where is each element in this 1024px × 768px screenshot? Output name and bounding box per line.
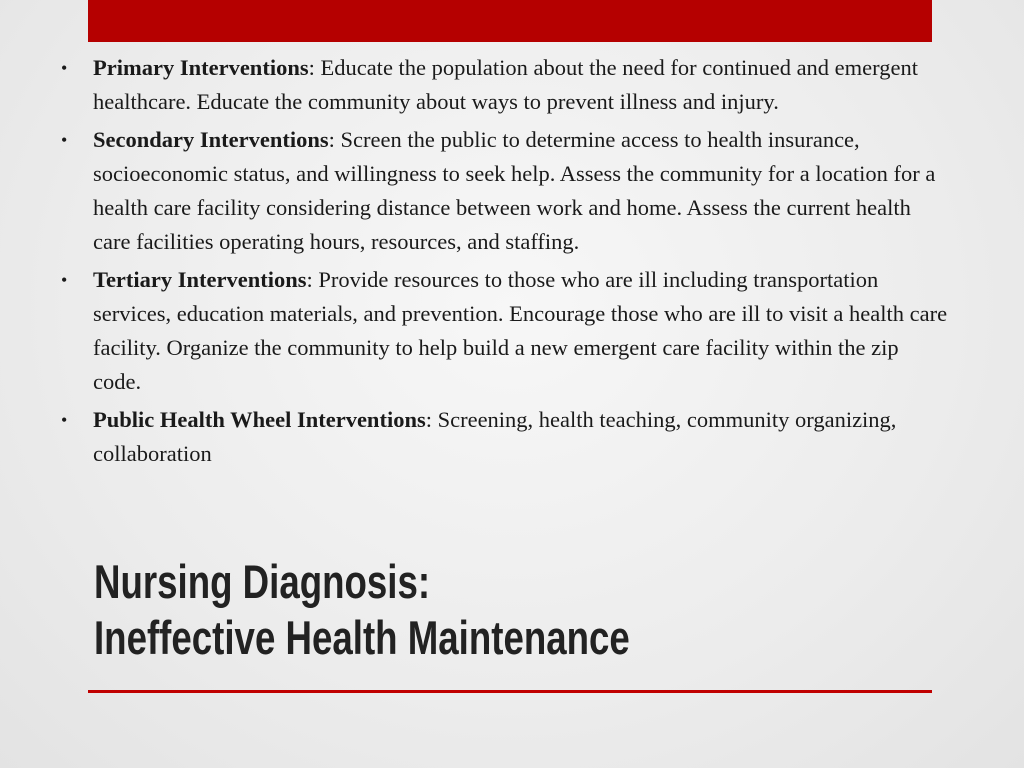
bullet-term: Public Health Wheel Interventions <box>93 407 426 432</box>
slide-title-line-1: Nursing Diagnosis: <box>94 555 431 608</box>
bullet-tertiary-interventions <box>60 263 950 399</box>
bullet-text: : Screen the public to determine access to health insurance, socioeconomic status, and willingness to seek help. Assess the community for a location for a health care facility considering distance between work and home. Assess the current health care facilities operating hours, resources, and staffing. <box>93 127 936 254</box>
slide-title <box>94 554 749 666</box>
bullet-list <box>60 51 950 475</box>
bullet-secondary-interventions <box>60 123 950 259</box>
bullet-dot-icon: • <box>61 130 68 150</box>
title-underline-rule <box>88 690 932 693</box>
bullet-dot-icon: • <box>61 410 68 430</box>
bullet-text: : Screening, health teaching, community organizing, collaboration <box>93 407 897 466</box>
top-accent-bar <box>88 0 932 42</box>
bullet-term: Tertiary Interventions <box>93 267 307 292</box>
bullet-text: : Educate the population about the need for continued and emergent healthcare. Educate the community about ways to prevent illness and injury. <box>93 55 918 114</box>
slide-title-line-2: Ineffective Health Maintenance <box>94 611 630 664</box>
bullet-term: Secondary Interventions <box>93 127 329 152</box>
bullet-public-health-wheel-interventions <box>60 403 950 471</box>
bullet-primary-interventions <box>60 51 950 119</box>
bullet-term: Primary Interventions <box>93 55 309 80</box>
bullet-dot-icon: • <box>61 58 68 78</box>
bullet-dot-icon: • <box>61 270 68 290</box>
bullet-text: : Provide resources to those who are ill including transportation services, education materials, and prevention. Encourage those who are ill to visit a health care facility. Organize the community to help build a new emergent care facility within the zip code. <box>93 267 948 394</box>
